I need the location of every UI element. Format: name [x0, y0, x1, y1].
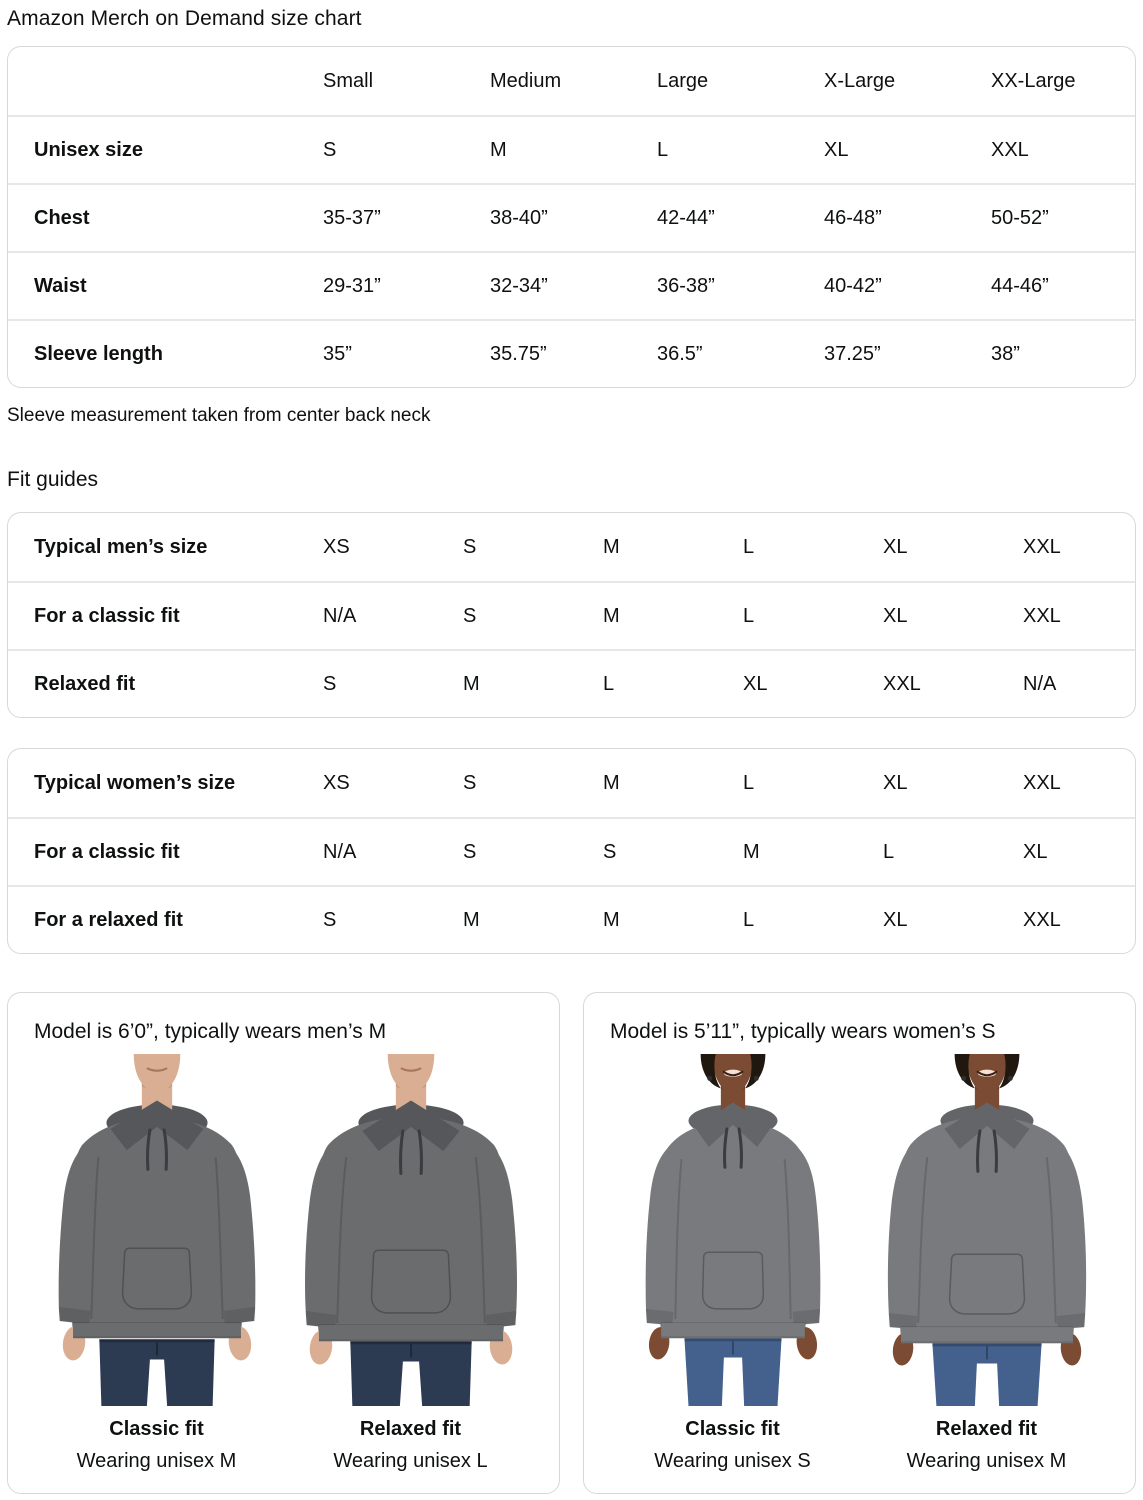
- table-cell: L: [657, 138, 669, 161]
- row-label: Unisex size: [34, 138, 143, 161]
- fit-name-label: Classic fit: [685, 1418, 780, 1440]
- fit-guide-men-table: [7, 512, 1136, 718]
- table-cell: S: [463, 535, 477, 558]
- row-label: Sleeve length: [34, 342, 163, 365]
- table-cell: 44-46”: [991, 274, 1049, 297]
- row-label: For a relaxed fit: [34, 908, 183, 931]
- womens-classic-figure: [610, 1054, 856, 1473]
- table-cell: XL: [883, 604, 908, 627]
- row-label: Chest: [34, 206, 90, 229]
- mens-classic-model-image: [34, 1054, 280, 1406]
- table-cell: XL: [883, 535, 908, 558]
- table-cell: 38”: [991, 342, 1020, 365]
- table-cell: S: [603, 840, 617, 863]
- table-cell: M: [490, 138, 507, 161]
- mens-figures: [33, 1054, 534, 1473]
- table-cell: XL: [824, 138, 849, 161]
- table-cell: XL: [743, 672, 768, 695]
- table-cell: 32-34”: [490, 274, 548, 297]
- column-header-small: Small: [323, 69, 374, 92]
- table-row-chest: [8, 183, 1135, 251]
- table-cell: M: [603, 908, 620, 931]
- table-row-women-classic-fit: [8, 817, 1135, 885]
- mens-relaxed-model-image: [288, 1054, 534, 1406]
- table-cell: XXL: [1023, 908, 1061, 931]
- table-cell: 50-52”: [991, 206, 1049, 229]
- row-label: Typical women’s size: [34, 771, 236, 794]
- womens-classic-model-image: [610, 1054, 856, 1406]
- wearing-label: Wearing unisex L: [333, 1450, 488, 1472]
- mens-card-heading: Model is 6’0”, typically wears men’s M: [34, 1020, 387, 1043]
- table-row-men-classic-fit: [8, 581, 1135, 649]
- table-cell: L: [743, 535, 755, 558]
- column-header-xx-large: XX-Large: [991, 69, 1076, 92]
- fit-guide-women-table: [7, 748, 1136, 954]
- wearing-label: Wearing unisex M: [906, 1450, 1067, 1472]
- table-cell: S: [463, 771, 477, 794]
- womens-model-card: [583, 992, 1136, 1494]
- womens-relaxed-figure: [864, 1054, 1110, 1473]
- womens-figures: [609, 1054, 1110, 1473]
- table-cell: M: [603, 771, 620, 794]
- table-cell: 29-31”: [323, 274, 381, 297]
- table-cell: 36.5”: [657, 342, 703, 365]
- table-row-unisex-size: [8, 115, 1135, 183]
- wearing-label: Wearing unisex S: [654, 1450, 811, 1472]
- table-cell: S: [323, 908, 337, 931]
- table-cell: L: [743, 908, 755, 931]
- table-cell: S: [323, 138, 337, 161]
- table-cell: S: [463, 840, 477, 863]
- fit-guides-heading: Fit guides: [7, 468, 99, 491]
- column-header-x-large: X-Large: [824, 69, 896, 92]
- row-label: Relaxed fit: [34, 672, 136, 695]
- table-cell: 40-42”: [824, 274, 882, 297]
- row-label: For a classic fit: [34, 840, 180, 863]
- size-chart-header-row: [8, 47, 1135, 115]
- womens-card-heading: Model is 5’11”, typically wears women’s S: [610, 1020, 996, 1043]
- table-cell: 35-37”: [323, 206, 381, 229]
- column-header-large: Large: [657, 69, 709, 92]
- size-chart-table: [7, 46, 1136, 388]
- womens-relaxed-model-image: [864, 1054, 1110, 1406]
- row-label: For a classic fit: [34, 604, 180, 627]
- table-cell: 36-38”: [657, 274, 715, 297]
- table-cell: XXL: [1023, 604, 1061, 627]
- table-cell: XL: [883, 771, 908, 794]
- mens-model-card: [7, 992, 560, 1494]
- table-cell: M: [603, 535, 620, 558]
- table-cell: XXL: [1023, 771, 1061, 794]
- table-cell: 35”: [323, 342, 352, 365]
- table-cell: XXL: [883, 672, 921, 695]
- table-cell: N/A: [1023, 672, 1057, 695]
- table-cell: N/A: [323, 840, 357, 863]
- table-cell: 38-40”: [490, 206, 548, 229]
- column-header-medium: Medium: [490, 69, 562, 92]
- table-cell: XL: [883, 908, 908, 931]
- model-cards-row: [7, 992, 1136, 1494]
- table-cell: S: [463, 604, 477, 627]
- table-row-women-relaxed-fit: [8, 885, 1135, 953]
- sleeve-measurement-note: Sleeve measurement taken from center back neck: [7, 405, 431, 426]
- table-row-waist: [8, 251, 1135, 319]
- fit-name-label: Relaxed fit: [935, 1418, 1038, 1440]
- table-cell: M: [603, 604, 620, 627]
- mens-relaxed-figure: [288, 1054, 534, 1473]
- table-cell: M: [463, 908, 480, 931]
- fit-name-label: Classic fit: [109, 1418, 204, 1440]
- table-row-men-relaxed-fit: [8, 649, 1135, 717]
- table-cell: 42-44”: [657, 206, 715, 229]
- table-cell: M: [463, 672, 480, 695]
- table-cell: XXL: [991, 138, 1029, 161]
- table-row-typical-mens-size: [8, 513, 1135, 581]
- table-cell: L: [743, 604, 755, 627]
- page-title: Amazon Merch on Demand size chart: [7, 7, 362, 30]
- row-label: Waist: [34, 274, 87, 297]
- table-cell: M: [743, 840, 760, 863]
- table-row-sleeve-length: [8, 319, 1135, 387]
- row-label: Typical men’s size: [34, 535, 208, 558]
- fit-name-label: Relaxed fit: [359, 1418, 462, 1440]
- table-row-typical-womens-size: [8, 749, 1135, 817]
- table-cell: 37.25”: [824, 342, 881, 365]
- table-cell: 46-48”: [824, 206, 882, 229]
- table-cell: 35.75”: [490, 342, 547, 365]
- table-cell: N/A: [323, 604, 357, 627]
- table-cell: L: [883, 840, 895, 863]
- table-cell: L: [743, 771, 755, 794]
- table-cell: L: [603, 672, 615, 695]
- table-cell: XL: [1023, 840, 1048, 863]
- table-cell: XXL: [1023, 535, 1061, 558]
- mens-classic-figure: [34, 1054, 280, 1473]
- wearing-label: Wearing unisex M: [76, 1450, 237, 1472]
- table-cell: XS: [323, 535, 350, 558]
- table-cell: XS: [323, 771, 350, 794]
- table-cell: S: [323, 672, 337, 695]
